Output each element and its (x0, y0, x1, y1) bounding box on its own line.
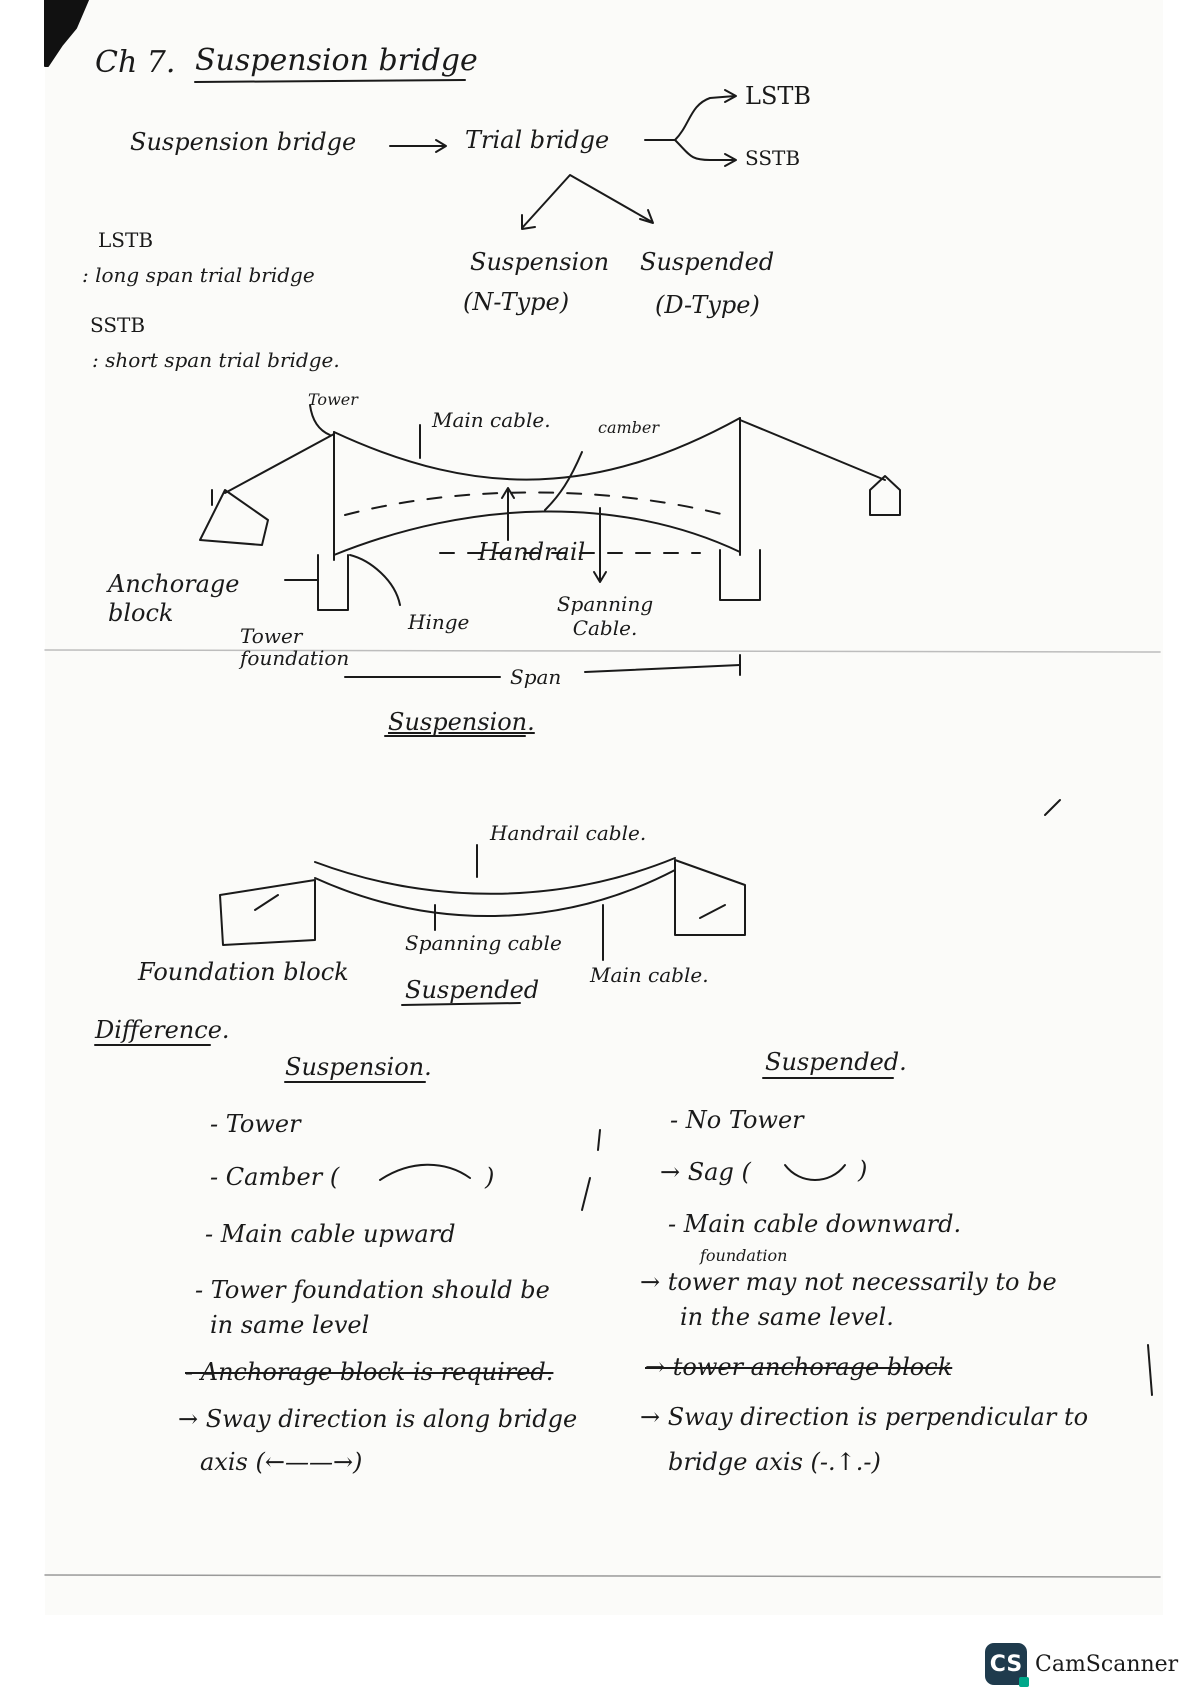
difference-heading: Difference. (95, 1016, 230, 1044)
branch-sstb-label: SSTB (745, 146, 801, 170)
leader-tower (310, 405, 330, 435)
sstb-definition: : short span trial bridge. (92, 348, 340, 372)
label-hinge: Hinge (408, 610, 470, 634)
sag-close-paren: ) (858, 1156, 868, 1184)
suspended-column-title: Suspended. (765, 1048, 907, 1076)
branch-arrow-types (522, 175, 652, 228)
lstb-definition: : long span trial bridge (82, 263, 315, 287)
label-span: Span (510, 665, 562, 689)
scan-fold-line (45, 650, 1160, 652)
label-spanning-cable-suspended: Spanning cable (405, 931, 562, 955)
camscanner-logo (985, 1643, 1178, 1685)
suspended-point-4-insert: foundation (700, 1246, 788, 1265)
label-spanning-cable: Spanning Cable. (556, 592, 654, 640)
span-dimension-right (585, 665, 740, 672)
suspended-point-6: → Sway direction is perpendicular to (640, 1403, 1089, 1431)
sstb-abbreviation: SSTB (90, 313, 146, 337)
left-backstay (225, 434, 334, 493)
divider-mark-2 (582, 1178, 590, 1210)
suspension-point-5-struck: - Anchorage block is required. (185, 1358, 554, 1386)
classification-trial: Trial bridge (465, 126, 610, 154)
type-suspended-code: (D-Type) (655, 291, 760, 319)
suspended-point-4-cont: in the same level. (680, 1303, 894, 1331)
suspension-caption: Suspension. (388, 708, 535, 736)
suspended-point-2: → Sag ( (660, 1158, 751, 1186)
page-bottom-edge (45, 1575, 1160, 1577)
label-main-cable-suspended: Main cable. (590, 963, 709, 987)
camber-symbol (380, 1165, 470, 1180)
label-anchorage-block: Anchorage block (108, 570, 240, 627)
suspension-column-title: Suspension. (285, 1053, 432, 1081)
camscanner-badge-icon: CS (985, 1643, 1027, 1685)
classification-root: Suspension bridge (130, 128, 357, 156)
suspension-point-1: - Tower (210, 1110, 301, 1138)
chapter-label: Ch 7. (95, 45, 176, 80)
left-anchorage-shape (200, 490, 268, 545)
suspended-point-1: - No Tower (670, 1106, 804, 1134)
right-anchorage-shape (870, 476, 900, 515)
label-camber: camber (598, 418, 660, 437)
branch-arrow-sstb (675, 140, 735, 160)
suspension-point-3: - Main cable upward (205, 1220, 456, 1248)
type-suspension-code: (N-Type) (463, 288, 570, 316)
right-tower-foundation (720, 550, 760, 600)
suspended-point-6-cont: bridge axis (-.↑.-) (668, 1448, 881, 1476)
margin-mark (1148, 1345, 1152, 1395)
suspension-point-4-cont: in same level (210, 1311, 370, 1339)
suspended-caption: Suspended (405, 976, 540, 1004)
label-foundation-block: Foundation block (138, 958, 349, 986)
block-mark-left (255, 895, 278, 910)
suspended-point-5-struck: → tower anchorage block (645, 1353, 953, 1381)
suspension-point-6: → Sway direction is along bridge (178, 1405, 578, 1433)
label-handrail-cable: Handrail cable. (490, 821, 647, 845)
suspension-point-2: - Camber ( (210, 1163, 340, 1191)
title-underline (195, 80, 465, 82)
label-main-cable: Main cable. (432, 408, 551, 432)
branch-arrow-lstb (645, 96, 735, 140)
right-backstay (740, 420, 885, 480)
divider-mark-1 (598, 1130, 600, 1150)
suspension-point-6-cont: axis (←——→) (200, 1448, 363, 1476)
suspended-point-4: → tower may not necessarily to be (640, 1268, 1057, 1296)
camscanner-brand: CamScanner (1035, 1651, 1179, 1677)
camber-close-paren: ) (485, 1163, 495, 1191)
suspended-point-3: - Main cable downward. (668, 1210, 962, 1238)
binding-mark (45, 0, 88, 66)
suspension-point-4: - Tower foundation should be (195, 1276, 550, 1304)
left-foundation-block (220, 880, 315, 945)
leader-camber (545, 452, 582, 510)
branch-lstb-label: LSTB (745, 82, 812, 110)
stray-mark (1045, 800, 1060, 815)
label-tower-foundation: Tower foundation (240, 624, 350, 670)
type-suspended-label: Suspended (640, 248, 775, 276)
leader-hinge (350, 555, 400, 605)
page-title: Suspension bridge (195, 43, 478, 78)
left-tower-foundation (318, 555, 348, 610)
block-mark-right (700, 905, 725, 918)
label-handrail: Handrail (478, 538, 586, 566)
label-tower: Tower (308, 390, 358, 409)
sag-symbol (785, 1165, 845, 1180)
lstb-abbreviation: LSTB (98, 228, 154, 252)
type-suspension-label: Suspension (470, 248, 610, 276)
handrail-cable-line (315, 858, 675, 894)
right-foundation-block (675, 860, 745, 935)
